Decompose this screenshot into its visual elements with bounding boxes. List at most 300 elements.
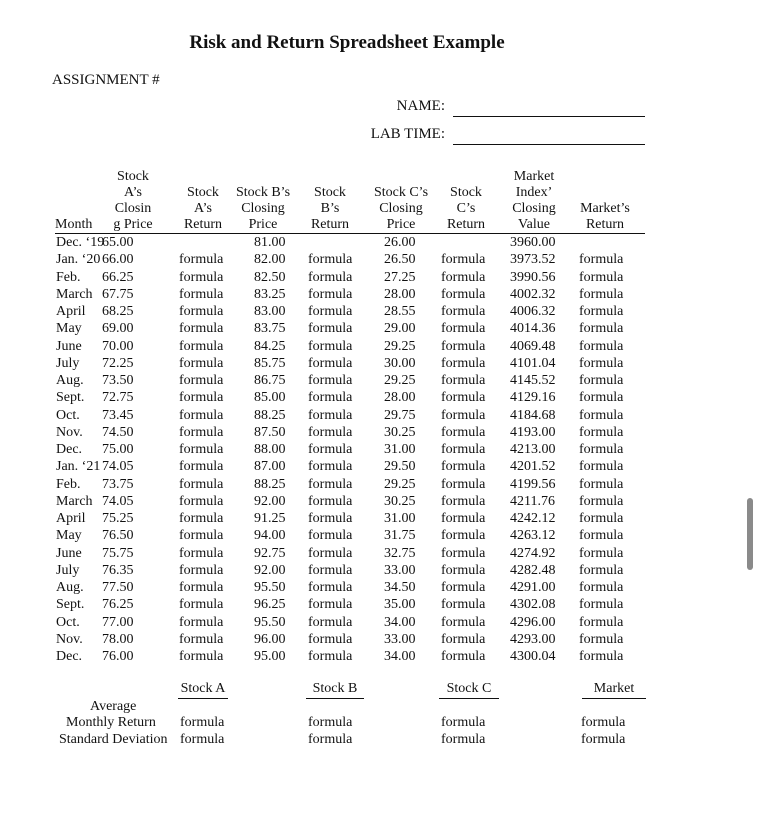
cell-m_return: formula [579, 528, 624, 544]
data-table [0, 234, 760, 665]
column-header-line: Closing [241, 201, 285, 216]
cell-c_price: 26.50 [384, 252, 416, 268]
cell-c_return: formula [441, 286, 486, 302]
cell-b_return: formula [308, 597, 353, 613]
cell-m_value: 4184.68 [510, 407, 556, 423]
cell-b_return: formula [308, 459, 353, 475]
cell-month: Dec. ‘19 [56, 235, 105, 250]
cell-a_price: 73.75 [102, 476, 134, 492]
column-header-line: g Price [113, 217, 153, 232]
cell-b_return: formula [308, 614, 353, 630]
cell-m_value: 4242.12 [510, 511, 556, 526]
std-market: formula [581, 732, 626, 747]
cell-b_return: formula [308, 511, 353, 526]
cell-m_return: formula [579, 545, 624, 561]
cell-c_price: 28.55 [384, 304, 416, 319]
cell-b_price: 96.00 [254, 631, 286, 647]
cell-m_return: formula [579, 442, 624, 457]
cell-b_price: 82.50 [254, 269, 286, 285]
cell-c_return: formula [441, 304, 486, 319]
std-stock-b: formula [308, 732, 353, 747]
cell-m_value: 4282.48 [510, 562, 556, 578]
avg-stock-c: formula [441, 715, 486, 730]
average-label-line1: Average [90, 699, 137, 714]
cell-month: July [56, 355, 80, 371]
cell-c_return: formula [441, 459, 486, 475]
cell-b_return: formula [308, 304, 353, 319]
table-row [0, 286, 760, 303]
cell-month: June [56, 338, 82, 354]
table-row [0, 303, 760, 320]
cell-b_price: 83.00 [254, 304, 286, 319]
cell-month: July [56, 562, 80, 578]
cell-month: March [56, 286, 93, 302]
column-header-b_price [232, 165, 294, 233]
cell-m_return: formula [579, 407, 624, 423]
cell-c_price: 33.00 [384, 631, 416, 647]
column-header-a_price [101, 165, 165, 233]
cell-month: March [56, 493, 93, 509]
cell-b_return: formula [308, 562, 353, 578]
column-header-line: Return [310, 217, 350, 232]
cell-b_price: 85.75 [254, 355, 286, 371]
cell-a_return: formula [179, 545, 224, 561]
cell-m_return: formula [579, 373, 624, 388]
cell-a_price: 72.75 [102, 390, 134, 406]
cell-m_return: formula [579, 614, 624, 630]
cell-b_price: 88.00 [254, 442, 286, 457]
cell-b_price: 88.25 [254, 407, 286, 423]
cell-m_return: formula [579, 562, 624, 578]
cell-c_return: formula [441, 511, 486, 526]
cell-a_price: 66.00 [102, 252, 134, 268]
cell-c_price: 29.75 [384, 407, 416, 423]
column-header-line: Stock [450, 185, 482, 200]
cell-a_return: formula [179, 493, 224, 509]
cell-a_return: formula [179, 424, 224, 440]
cell-a_return: formula [179, 407, 224, 423]
cell-c_price: 32.75 [384, 545, 416, 561]
cell-month: April [56, 304, 86, 319]
name-label: NAME: [396, 98, 445, 114]
cell-c_return: formula [441, 442, 486, 457]
std-dev-label: Standard Deviation [59, 732, 168, 747]
cell-b_price: 95.50 [254, 580, 286, 595]
cell-b_price: 87.00 [254, 459, 286, 475]
cell-a_return: formula [179, 338, 224, 354]
cell-m_value: 4101.04 [510, 355, 556, 371]
table-row [0, 355, 760, 372]
table-row [0, 458, 760, 475]
cell-a_return: formula [179, 614, 224, 630]
cell-a_return: formula [179, 286, 224, 302]
cell-a_price: 68.25 [102, 304, 134, 319]
cell-c_return: formula [441, 424, 486, 440]
column-header-line: Price [248, 217, 278, 232]
cell-a_price: 69.00 [102, 321, 134, 337]
cell-a_price: 73.50 [102, 373, 134, 388]
cell-month: April [56, 511, 86, 526]
cell-m_return: formula [579, 390, 624, 406]
cell-b_price: 83.75 [254, 321, 286, 337]
assignment-label: ASSIGNMENT # [52, 72, 160, 88]
cell-c_return: formula [441, 562, 486, 578]
cell-m_return: formula [579, 476, 624, 492]
table-row [0, 234, 760, 251]
cell-m_value: 4296.00 [510, 614, 556, 630]
cell-m_return: formula [579, 511, 624, 526]
cell-m_return: formula [579, 338, 624, 354]
table-row [0, 510, 760, 527]
table-row [0, 614, 760, 631]
cell-m_return: formula [579, 424, 624, 440]
cell-m_value: 4014.36 [510, 321, 556, 337]
cell-c_price: 29.25 [384, 338, 416, 354]
cell-b_price: 84.25 [254, 338, 286, 354]
cell-c_price: 28.00 [384, 390, 416, 406]
cell-month: June [56, 545, 82, 561]
cell-month: Oct. [56, 614, 80, 630]
page-title: Risk and Return Spreadsheet Example [189, 32, 505, 53]
table-row [0, 476, 760, 493]
cell-a_return: formula [179, 373, 224, 388]
cell-c_price: 28.00 [384, 286, 416, 302]
cell-a_return: formula [179, 355, 224, 371]
table-row [0, 562, 760, 579]
name-field[interactable] [300, 95, 645, 117]
cell-m_return: formula [579, 252, 624, 268]
cell-month: Jan. ‘20 [56, 252, 101, 268]
summary-header-stock-a: Stock A [178, 681, 228, 699]
cell-b_return: formula [308, 649, 353, 664]
cell-a_return: formula [179, 597, 224, 613]
cell-m_value: 4263.12 [510, 528, 556, 544]
cell-c_price: 34.00 [384, 649, 416, 664]
cell-month: Nov. [56, 424, 83, 440]
table-row [0, 527, 760, 544]
cell-b_price: 95.00 [254, 649, 286, 664]
cell-m_return: formula [579, 304, 624, 319]
cell-m_return: formula [579, 459, 624, 475]
cell-b_price: 96.25 [254, 597, 286, 613]
cell-b_price: 92.00 [254, 562, 286, 578]
column-header-month [55, 165, 103, 233]
cell-c_price: 30.25 [384, 493, 416, 509]
cell-m_return: formula [579, 269, 624, 285]
cell-m_value: 3990.56 [510, 269, 556, 285]
cell-c_price: 31.00 [384, 442, 416, 457]
table-row [0, 251, 760, 268]
cell-c_return: formula [441, 252, 486, 268]
cell-b_price: 85.00 [254, 390, 286, 406]
column-header-line: B’s [320, 201, 340, 216]
cell-a_return: formula [179, 252, 224, 268]
average-label-line2: Monthly Return [66, 715, 156, 730]
table-row [0, 596, 760, 613]
cell-a_price: 76.00 [102, 649, 134, 664]
column-header-line: Market [513, 169, 555, 184]
cell-a_return: formula [179, 580, 224, 595]
table-row [0, 338, 760, 355]
cell-b_price: 88.25 [254, 476, 286, 492]
column-header-line: Stock [117, 169, 149, 184]
cell-m_return: formula [579, 355, 624, 371]
cell-a_price: 67.75 [102, 286, 134, 302]
cell-c_return: formula [441, 355, 486, 371]
cell-a_return: formula [179, 459, 224, 475]
cell-b_price: 95.50 [254, 614, 286, 630]
cell-month: Sept. [56, 597, 85, 613]
cell-b_price: 86.75 [254, 373, 286, 388]
cell-b_price: 87.50 [254, 424, 286, 440]
cell-a_price: 66.25 [102, 269, 134, 285]
cell-b_return: formula [308, 338, 353, 354]
avg-market: formula [581, 715, 626, 730]
cell-b_price: 82.00 [254, 252, 286, 268]
cell-c_return: formula [441, 597, 486, 613]
cell-b_return: formula [308, 373, 353, 388]
cell-m_value: 4006.32 [510, 304, 556, 319]
cell-c_return: formula [441, 580, 486, 595]
column-header-line: Closing [379, 201, 423, 216]
cell-month: Aug. [56, 373, 84, 388]
column-header-line: Stock [314, 185, 346, 200]
cell-a_price: 70.00 [102, 338, 134, 354]
cell-m_value: 4211.76 [510, 493, 555, 509]
std-stock-c: formula [441, 732, 486, 747]
summary-header-stock-c: Stock C [439, 681, 499, 699]
column-header-line: Stock B’s [235, 185, 291, 200]
table-row [0, 389, 760, 406]
cell-m_value: 4291.00 [510, 580, 556, 595]
cell-m_value: 4193.00 [510, 424, 556, 440]
cell-c_return: formula [441, 476, 486, 492]
cell-month: Oct. [56, 407, 80, 423]
column-header-line: Stock [187, 185, 219, 200]
cell-m_value: 4129.16 [510, 390, 556, 406]
cell-a_price: 76.50 [102, 528, 134, 544]
cell-m_return: formula [579, 321, 624, 337]
cell-c_price: 31.75 [384, 528, 416, 544]
cell-m_return: formula [579, 580, 624, 595]
cell-month: Feb. [56, 476, 81, 492]
table-row [0, 579, 760, 596]
cell-m_return: formula [579, 493, 624, 509]
cell-c_price: 27.25 [384, 269, 416, 285]
cell-m_value: 4069.48 [510, 338, 556, 354]
cell-c_price: 29.50 [384, 459, 416, 475]
column-header-line: Value [518, 217, 550, 232]
column-header-a_return [173, 165, 233, 233]
column-header-line: Return [585, 217, 625, 232]
cell-c_return: formula [441, 338, 486, 354]
cell-a_return: formula [179, 562, 224, 578]
cell-a_price: 75.00 [102, 442, 134, 457]
cell-c_return: formula [441, 649, 486, 664]
cell-month: Dec. [56, 442, 83, 457]
cell-m_value: 4293.00 [510, 631, 556, 647]
cell-c_price: 31.00 [384, 511, 416, 526]
cell-month: Dec. [56, 649, 83, 664]
cell-a_return: formula [179, 649, 224, 664]
table-row [0, 631, 760, 648]
cell-c_return: formula [441, 631, 486, 647]
cell-a_return: formula [179, 442, 224, 457]
column-header-line: C’s [456, 201, 476, 216]
name-underline [453, 116, 645, 117]
cell-a_price: 73.45 [102, 407, 134, 423]
cell-a_price: 65.00 [102, 235, 134, 250]
cell-a_price: 77.00 [102, 614, 134, 630]
cell-month: Jan. ‘21 [56, 459, 101, 475]
cell-m_value: 4213.00 [510, 442, 556, 457]
cell-m_return: formula [579, 631, 624, 647]
column-header-line: Return [446, 217, 486, 232]
cell-c_price: 35.00 [384, 597, 416, 613]
cell-b_return: formula [308, 407, 353, 423]
table-row [0, 407, 760, 424]
cell-b_price: 83.25 [254, 286, 286, 302]
column-header-line: Return [183, 217, 223, 232]
table-row [0, 441, 760, 458]
cell-b_price: 81.00 [254, 235, 286, 250]
cell-b_return: formula [308, 390, 353, 406]
cell-a_return: formula [179, 476, 224, 492]
cell-c_price: 26.00 [384, 235, 416, 250]
cell-a_price: 75.25 [102, 511, 134, 526]
column-header-line: Index’ [515, 185, 553, 200]
column-header-b_return [302, 165, 358, 233]
cell-c_price: 29.25 [384, 373, 416, 388]
cell-c_return: formula [441, 545, 486, 561]
table-row [0, 493, 760, 510]
cell-a_return: formula [179, 390, 224, 406]
cell-c_return: formula [441, 528, 486, 544]
lab-time-label: LAB TIME: [370, 126, 445, 142]
cell-c_return: formula [441, 493, 486, 509]
cell-a_price: 78.00 [102, 631, 134, 647]
cell-b_return: formula [308, 580, 353, 595]
cell-c_return: formula [441, 407, 486, 423]
column-header-line: Month [55, 217, 93, 232]
lab-time-underline [453, 144, 645, 145]
cell-month: Feb. [56, 269, 81, 285]
scrollbar-thumb[interactable] [747, 498, 753, 570]
cell-c_price: 34.50 [384, 580, 416, 595]
cell-b_return: formula [308, 424, 353, 440]
cell-m_return: formula [579, 597, 624, 613]
cell-c_price: 29.25 [384, 476, 416, 492]
summary-header-market: Market [582, 681, 646, 699]
lab-time-field[interactable] [300, 123, 645, 145]
table-row [0, 648, 760, 665]
column-header-line: A’s [194, 201, 212, 216]
avg-stock-b: formula [308, 715, 353, 730]
cell-b_return: formula [308, 269, 353, 285]
cell-a_price: 72.25 [102, 355, 134, 371]
cell-month: Nov. [56, 631, 83, 647]
cell-m_value: 4302.08 [510, 597, 556, 613]
column-header-line: Closin [114, 201, 152, 216]
cell-b_price: 92.00 [254, 493, 286, 509]
cell-a_price: 76.25 [102, 597, 134, 613]
summary-header-stock-b: Stock B [306, 681, 364, 699]
cell-c_price: 29.00 [384, 321, 416, 337]
cell-b_return: formula [308, 252, 353, 268]
cell-m_value: 3960.00 [510, 235, 556, 250]
cell-b_return: formula [308, 631, 353, 647]
table-row [0, 269, 760, 286]
cell-a_price: 77.50 [102, 580, 134, 595]
avg-stock-a: formula [180, 715, 225, 730]
cell-a_price: 74.05 [102, 459, 134, 475]
cell-a_return: formula [179, 304, 224, 319]
cell-a_price: 74.05 [102, 493, 134, 509]
column-header-c_return [438, 165, 494, 233]
cell-c_price: 30.25 [384, 424, 416, 440]
cell-c_return: formula [441, 390, 486, 406]
cell-b_price: 94.00 [254, 528, 286, 544]
cell-b_return: formula [308, 355, 353, 371]
cell-b_return: formula [308, 528, 353, 544]
cell-b_return: formula [308, 545, 353, 561]
cell-b_price: 92.75 [254, 545, 286, 561]
cell-b_price: 91.25 [254, 511, 286, 526]
cell-a_price: 75.75 [102, 545, 134, 561]
cell-a_return: formula [179, 631, 224, 647]
cell-m_value: 4300.04 [510, 649, 556, 664]
cell-b_return: formula [308, 442, 353, 457]
cell-c_price: 34.00 [384, 614, 416, 630]
column-header-line: Stock C’s [373, 185, 429, 200]
cell-a_return: formula [179, 321, 224, 337]
cell-m_value: 4002.32 [510, 286, 556, 302]
cell-c_return: formula [441, 373, 486, 388]
table-row [0, 545, 760, 562]
column-header-line: Closing [512, 201, 556, 216]
cell-m_return: formula [579, 286, 624, 302]
cell-a_return: formula [179, 528, 224, 544]
cell-m_return: formula [579, 649, 624, 664]
cell-m_value: 3973.52 [510, 252, 556, 268]
cell-c_price: 30.00 [384, 355, 416, 371]
cell-a_return: formula [179, 269, 224, 285]
column-header-c_price [362, 165, 440, 233]
cell-c_return: formula [441, 614, 486, 630]
cell-a_price: 76.35 [102, 562, 134, 578]
table-row [0, 320, 760, 337]
cell-m_value: 4145.52 [510, 373, 556, 388]
cell-b_return: formula [308, 476, 353, 492]
cell-c_return: formula [441, 321, 486, 337]
cell-b_return: formula [308, 493, 353, 509]
cell-month: Aug. [56, 580, 84, 595]
column-header-m_value [500, 165, 568, 233]
cell-b_return: formula [308, 321, 353, 337]
cell-month: May [56, 528, 82, 544]
column-header-line: A’s [124, 185, 142, 200]
cell-m_value: 4201.52 [510, 459, 556, 475]
column-header-m_return [570, 165, 640, 233]
cell-m_value: 4274.92 [510, 545, 556, 561]
cell-month: May [56, 321, 82, 337]
cell-b_return: formula [308, 286, 353, 302]
std-stock-a: formula [180, 732, 225, 747]
column-header-line: Market’s [580, 201, 630, 216]
cell-a_price: 74.50 [102, 424, 134, 440]
cell-c_price: 33.00 [384, 562, 416, 578]
column-header-line: Price [386, 217, 416, 232]
